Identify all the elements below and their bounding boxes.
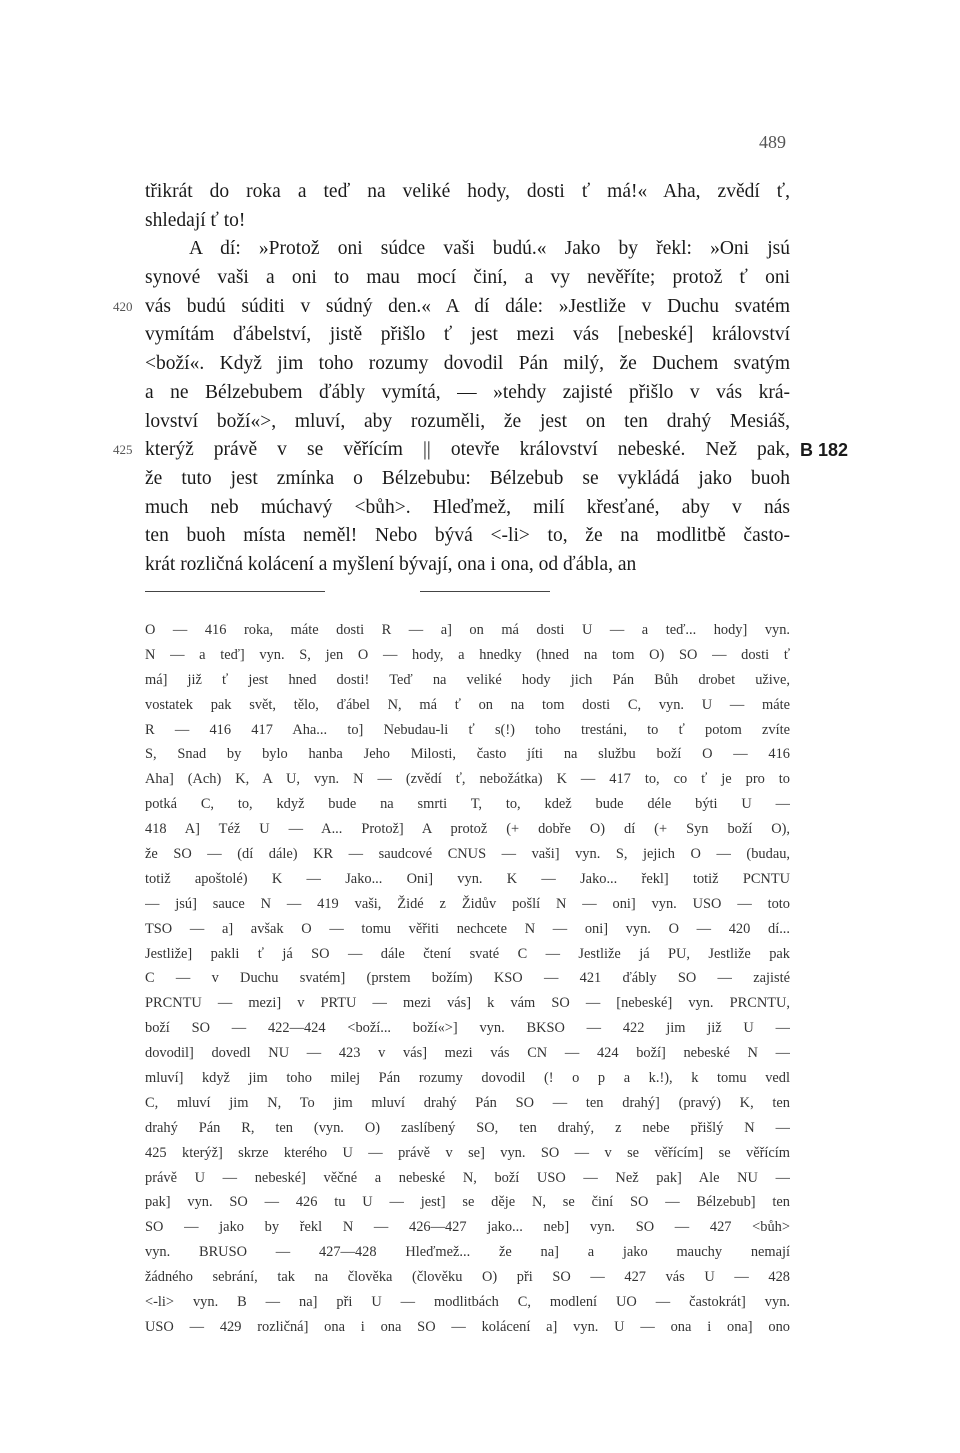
apparatus-line: Aha] (Ach) K, A U, vyn. N — (zvědí ť, nebožátka) K — 417 to, co ť je pro to bbox=[145, 771, 790, 788]
apparatus-line: že SO — (dí dále) KR — saudcové CNUS — vaši] vyn. S, jejich O — (budau, bbox=[145, 846, 790, 863]
apparatus-line: — jsú] sauce N — 419 vaši, Židé z Židův pošlí N — oni] vyn. USO — toto bbox=[145, 895, 790, 912]
text-line bbox=[145, 178, 790, 207]
text-line bbox=[145, 408, 790, 437]
text-line-content: vás budú súditi v súdný den.« A dí dále: »Jestliže v Duchu svatém bbox=[145, 295, 790, 317]
apparatus-line: TSO — a] avšak O — tomu věřiti nechcete N — oni] vyn. O — 420 dí... bbox=[145, 920, 790, 937]
text-line bbox=[113, 293, 790, 322]
text-line bbox=[145, 494, 790, 523]
text-line bbox=[145, 264, 790, 293]
text-line-content: a ne Bélzebubem ďábly vymítá, — »tehdy zajisté přišlo v vás krá- bbox=[145, 381, 790, 403]
text-line-content: krát rozličná kolácení a myšlení bývají, ona i ona, od ďábla, an bbox=[145, 553, 637, 575]
text-line-content: much neb múchavý <bůh>. Hleďmež, milí křesťané, aby v nás bbox=[145, 496, 790, 518]
text-line bbox=[145, 350, 790, 379]
apparatus-line: potká C, to, když bude na smrti T, to, kdež bude déle býti U — bbox=[145, 796, 790, 813]
line-number: 420 bbox=[113, 298, 133, 314]
text-line-content: kterýž právě v se věřícím || otevře království nebeské. Než pak, bbox=[145, 439, 790, 461]
apparatus-line: vostatek pak svět, tělo, ďábel N, má ť on na tom dosti C, vyn. U — máte bbox=[145, 696, 790, 713]
text-line bbox=[113, 436, 848, 465]
apparatus-line: O — 416 roka, máte dosti R — a] on má dosti U — a teď... hody] vyn. bbox=[145, 622, 790, 638]
text-line bbox=[145, 465, 790, 494]
apparatus-line: PRCNTU — mezi] v PRTU — mezi vás] k vám SO — [nebeské] vyn. PRCNTU, bbox=[145, 995, 790, 1012]
text-line-content: synové vaši a oni to mau mocí činí, a vy nevěříte; protož ť oni bbox=[145, 267, 790, 289]
apparatus-line: vyn. BRUSO — 427—428 Hleďmež... že na] a jako mauchy nemají bbox=[145, 1244, 790, 1261]
apparatus-line: pak] vyn. SO — 426 tu U — jest] se děje N, se činí SO — Bélzebub] ten bbox=[145, 1194, 790, 1211]
apparatus-line: C — v Duchu svatém] (prstem božím) KSO — 421 ďábly SO — zajisté bbox=[145, 970, 790, 987]
apparatus-line: má] již ť jest hned dosti! Teď na veliké hody jich Pán Bůh drobet užive, bbox=[145, 671, 790, 688]
text-line bbox=[145, 321, 790, 350]
apparatus-line: dovodil] dovedl NU — 423 v vás] mezi vás CN — 424 boží] nebeské N — bbox=[145, 1045, 790, 1062]
apparatus-line: 418 A] Též U — A... Protož] A protož (+ dobře O) dí (+ Syn boží O), bbox=[145, 821, 790, 838]
critical-apparatus bbox=[145, 618, 790, 1340]
apparatus-line: Jestliže] pakli ť já SO — dále čtení svaté C — Jestliže já PU, Jestliže pak bbox=[145, 945, 790, 962]
manuscript-page-reference: B 182 bbox=[799, 440, 848, 461]
text-line-content: shledají ť to! bbox=[145, 209, 246, 231]
apparatus-line: <-li> vyn. B — na] při U — modlitbách C, modlení UO — častokrát] vyn. bbox=[145, 1294, 790, 1311]
footnote-rule-right bbox=[420, 591, 550, 592]
text-line-content: že tuto jest zmínka o Bélzebubu: Bélzebub se vykládá jako buoh bbox=[145, 467, 790, 489]
apparatus-line: N — a teď] vyn. S, jen O — hody, a hnedky (hned na tom O) SO — dosti ť bbox=[145, 646, 790, 663]
apparatus-line: mluví] když jim toho milej Pán rozumy dovodil (! o p a k.!), k tomu vedl bbox=[145, 1070, 790, 1087]
text-line bbox=[145, 235, 790, 264]
text-line-content: <boží«. Když jim toho rozumy dovodil Pán milý, že Duchem svatým bbox=[145, 353, 790, 375]
apparatus-line: žádného sebrání, tak na člověka (člověku O) při SO — 427 vás U — 428 bbox=[145, 1269, 790, 1286]
apparatus-line: S, Snad by bylo hanba Jeho Milosti, často jíti na službu boží O — 416 bbox=[145, 746, 790, 763]
apparatus-line: drahý Pán R, ten (vyn. O) zaslíbený SO, ten drahý, z nebe přišlý N — bbox=[145, 1119, 790, 1136]
apparatus-line: SO — jako by řekl N — 426—427 jako... neb] vyn. SO — 427 <bůh> bbox=[145, 1219, 790, 1236]
apparatus-line: totiž apoštolé) K — Jako... Oni] vyn. K — Jako... řekl] totiž PCNTU bbox=[145, 870, 790, 887]
text-line bbox=[145, 379, 790, 408]
line-number: 425 bbox=[113, 442, 133, 458]
text-line bbox=[145, 207, 790, 236]
main-text bbox=[113, 178, 848, 580]
text-line-content: třikrát do roka a teď na veliké hody, dosti ť má!« Aha, zvědí ť, bbox=[145, 181, 790, 202]
text-line bbox=[145, 551, 790, 580]
apparatus-line: právě U — nebeské] věčné a nebeské N, boží USO — Než pak] Ale NU — bbox=[145, 1169, 790, 1186]
footnote-rule-left bbox=[145, 591, 325, 592]
apparatus-line: 425 kterýž] skrze kterého U — právě v se] vyn. SO — v se věřícím] se věřícím bbox=[145, 1144, 790, 1161]
text-line-content: lovství boží«>, mluví, aby rozuměli, že jest on ten drahý Mesiáš, bbox=[145, 410, 790, 432]
page-number: 489 bbox=[759, 132, 786, 152]
text-line-content: ten buoh místa neměl! Nebo bývá <-li> to, že na modlitbě často- bbox=[145, 525, 790, 547]
text-line bbox=[145, 522, 790, 551]
apparatus-line: boží SO — 422—424 <boží... boží«>] vyn. BKSO — 422 jim již U — bbox=[145, 1020, 790, 1037]
text-line-content: A dí: »Protož oni súdce vaši budú.« Jako by řekl: »Oni jsú bbox=[189, 238, 790, 260]
apparatus-line: USO — 429 rozličná] ona i ona SO — kolácení a] vyn. U — ona i ona] ono bbox=[145, 1318, 790, 1335]
apparatus-line: C, mluví jim N, To jim mluví drahý Pán SO — ten drahý] (pravý) K, ten bbox=[145, 1094, 790, 1111]
text-line-content: vymítám ďábelství, jistě přišlo ť jest mezi vás [nebeské] království bbox=[145, 324, 790, 346]
apparatus-line: R — 416 417 Aha... to] Nebudau-li ť s(!) toho trestáni, to ť potom zvíte bbox=[145, 721, 790, 738]
